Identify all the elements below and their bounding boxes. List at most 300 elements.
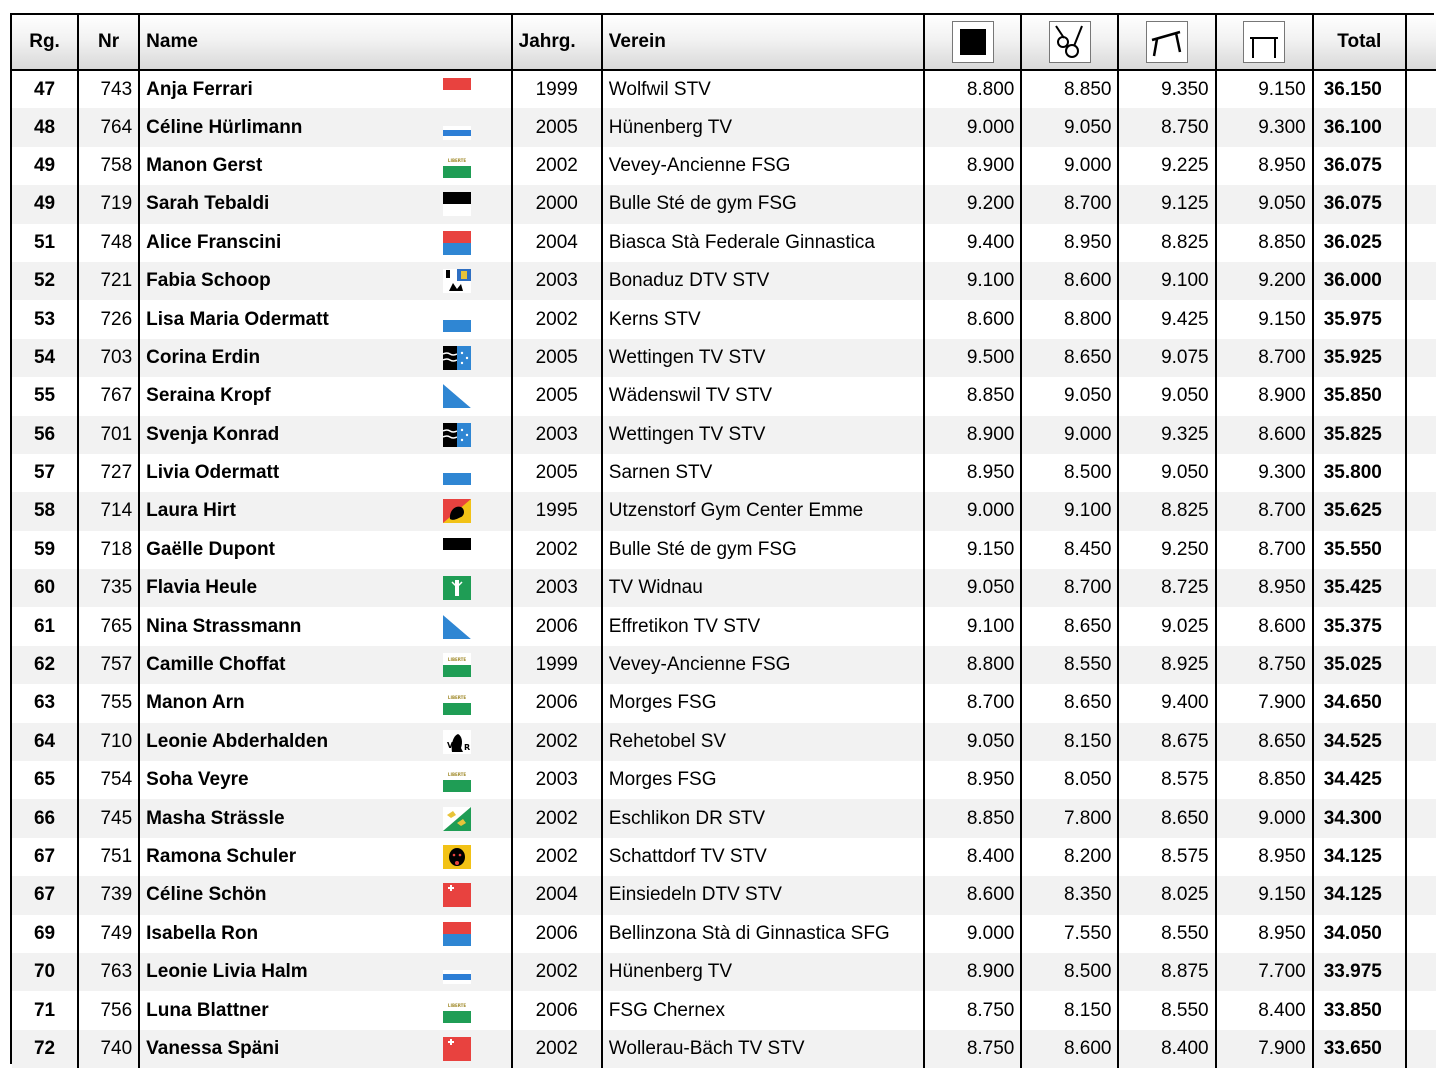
- athlete-name: Céline Hürlimann: [146, 116, 303, 138]
- athlete-name: Soha Veyre: [146, 769, 249, 791]
- rank-cell: 48: [12, 108, 78, 146]
- name-cell: [139, 262, 512, 300]
- schwyz-flag: [443, 1035, 471, 1063]
- bars-score: 8.950: [1216, 838, 1313, 876]
- rank-cell: 49: [12, 147, 78, 185]
- beam-score: 8.550: [1118, 915, 1215, 953]
- svg-text:LIBERTE: LIBERTE: [447, 695, 466, 701]
- beam-score: 9.225: [1118, 147, 1215, 185]
- year-cell: 2005: [512, 339, 602, 377]
- beam-score: 9.350: [1118, 70, 1215, 108]
- club-cell: Vevey-Ancienne FSG: [602, 646, 924, 684]
- athlete-name: Alice Franscini: [146, 231, 282, 253]
- uri-flag: [443, 843, 471, 871]
- rank-cell: 64: [12, 723, 78, 761]
- number-cell: 756: [78, 991, 139, 1029]
- table-row: [12, 262, 1436, 300]
- beam-score: 8.675: [1118, 723, 1215, 761]
- rank-cell: 60: [12, 569, 78, 607]
- athlete-name: Manon Arn: [146, 692, 245, 714]
- table-row: [12, 723, 1436, 761]
- total-score: 34.525: [1313, 723, 1406, 761]
- club-cell: Hünenberg TV: [602, 953, 924, 991]
- athlete-name: Vanessa Späni: [146, 1037, 280, 1059]
- name-cell: [139, 185, 512, 223]
- rank-cell: 72: [12, 1030, 78, 1068]
- vaud-flag: [443, 997, 471, 1025]
- total-score: 35.425: [1313, 569, 1406, 607]
- total-score: 33.650: [1313, 1030, 1406, 1068]
- header-vault: [924, 15, 1021, 70]
- number-cell: 735: [78, 569, 139, 607]
- total-score: 34.050: [1313, 915, 1406, 953]
- rank-cell: 49: [12, 185, 78, 223]
- beam-score: 9.425: [1118, 300, 1215, 338]
- year-cell: 1999: [512, 70, 602, 108]
- number-cell: 718: [78, 531, 139, 569]
- name-cell: [139, 876, 512, 914]
- table-row: [12, 991, 1436, 1029]
- rings-score: 8.350: [1021, 876, 1118, 914]
- year-cell: 2006: [512, 684, 602, 722]
- beam-score: 8.825: [1118, 492, 1215, 530]
- beam-score: 9.125: [1118, 185, 1215, 223]
- bars-score: 7.900: [1216, 684, 1313, 722]
- club-cell: Morges FSG: [602, 761, 924, 799]
- vault-score: 8.700: [924, 684, 1021, 722]
- athlete-name: Leonie Livia Halm: [146, 961, 308, 983]
- rank-cell: 67: [12, 876, 78, 914]
- rank-cell: 57: [12, 454, 78, 492]
- rank-cell: 62: [12, 646, 78, 684]
- rank-cell: 63: [12, 684, 78, 722]
- vaud-flag: [443, 152, 471, 180]
- table-row: [12, 492, 1436, 530]
- athlete-name: Ramona Schuler: [146, 846, 297, 867]
- vault-score: 9.000: [924, 915, 1021, 953]
- solothurn-flag: [443, 76, 471, 104]
- results-table: [12, 15, 1436, 1068]
- vault-score: 9.400: [924, 224, 1021, 262]
- year-cell: 2002: [512, 531, 602, 569]
- bars-score: 8.700: [1216, 492, 1313, 530]
- fribourg-flag: [443, 190, 471, 218]
- total-score: 33.975: [1313, 953, 1406, 991]
- vault-score: 9.100: [924, 607, 1021, 645]
- rank-cell: 55: [12, 377, 78, 415]
- beam-score: 8.550: [1118, 991, 1215, 1029]
- vault-score: 9.150: [924, 531, 1021, 569]
- number-cell: 755: [78, 684, 139, 722]
- rings-score: 8.700: [1021, 569, 1118, 607]
- table-row: [12, 224, 1436, 262]
- number-cell: 739: [78, 876, 139, 914]
- number-cell: 749: [78, 915, 139, 953]
- header-row: [12, 15, 1436, 70]
- total-score: 36.025: [1313, 224, 1406, 262]
- table-row: [12, 761, 1436, 799]
- year-cell: 2002: [512, 799, 602, 837]
- vault-score: 8.600: [924, 876, 1021, 914]
- vault-score: 8.850: [924, 799, 1021, 837]
- vault-score: 9.000: [924, 108, 1021, 146]
- row-spacer: [1406, 991, 1436, 1029]
- club-cell: Utzenstorf Gym Center Emme: [602, 492, 924, 530]
- athlete-name: Seraina Kropf: [146, 385, 271, 407]
- vaud-flag: [443, 689, 471, 717]
- rank-cell: 59: [12, 531, 78, 569]
- vault-score: 9.050: [924, 723, 1021, 761]
- vault-score: 8.850: [924, 377, 1021, 415]
- year-cell: 2002: [512, 953, 602, 991]
- beam-score: 9.400: [1118, 684, 1215, 722]
- rank-cell: 61: [12, 607, 78, 645]
- name-cell: [139, 723, 512, 761]
- header-bars: [1216, 15, 1313, 70]
- total-score: 35.975: [1313, 300, 1406, 338]
- total-score: 35.625: [1313, 492, 1406, 530]
- bars-score: 8.600: [1216, 416, 1313, 454]
- vault-score: 8.900: [924, 416, 1021, 454]
- row-spacer: [1406, 1030, 1436, 1068]
- row-spacer: [1406, 262, 1436, 300]
- number-cell: 751: [78, 838, 139, 876]
- total-score: 35.825: [1313, 416, 1406, 454]
- rings-score: 8.600: [1021, 262, 1118, 300]
- rings-score: 8.500: [1021, 953, 1118, 991]
- beam-score: 9.100: [1118, 262, 1215, 300]
- rank-cell: 54: [12, 339, 78, 377]
- rings-score: 9.100: [1021, 492, 1118, 530]
- number-cell: 763: [78, 953, 139, 991]
- club-cell: Morges FSG: [602, 684, 924, 722]
- bars-score: 9.150: [1216, 70, 1313, 108]
- obwalden-flag: [443, 459, 471, 487]
- beam-icon: [1146, 21, 1188, 63]
- athlete-name: Sarah Tebaldi: [146, 193, 270, 215]
- row-spacer: [1406, 185, 1436, 223]
- row-spacer: [1406, 646, 1436, 684]
- bars-score: 8.600: [1216, 607, 1313, 645]
- year-cell: 2006: [512, 991, 602, 1029]
- rings-score: 8.700: [1021, 185, 1118, 223]
- table-row: [12, 416, 1436, 454]
- rings-score: 8.550: [1021, 646, 1118, 684]
- athlete-name: Luna Blattner: [146, 999, 269, 1021]
- rank-cell: 69: [12, 915, 78, 953]
- club-cell: Vevey-Ancienne FSG: [602, 147, 924, 185]
- name-cell: [139, 607, 512, 645]
- year-cell: 1995: [512, 492, 602, 530]
- total-score: 35.550: [1313, 531, 1406, 569]
- table-row: [12, 1030, 1436, 1068]
- table-row: [12, 646, 1436, 684]
- beam-score: 9.050: [1118, 454, 1215, 492]
- svg-text:LIBERTE: LIBERTE: [447, 772, 466, 778]
- total-score: 34.125: [1313, 876, 1406, 914]
- appenzell-ar-flag: [443, 728, 471, 756]
- club-cell: Einsiedeln DTV STV: [602, 876, 924, 914]
- rings-score: 8.600: [1021, 1030, 1118, 1068]
- number-cell: 748: [78, 224, 139, 262]
- row-spacer: [1406, 684, 1436, 722]
- name-cell: [139, 646, 512, 684]
- bern-flag: [443, 497, 471, 525]
- table-row: [12, 377, 1436, 415]
- rank-cell: 67: [12, 838, 78, 876]
- total-score: 36.150: [1313, 70, 1406, 108]
- name-cell: [139, 991, 512, 1029]
- total-score: 35.025: [1313, 646, 1406, 684]
- name-cell: [139, 1030, 512, 1068]
- name-cell: [139, 915, 512, 953]
- year-cell: 2002: [512, 723, 602, 761]
- schwyz-flag: [443, 881, 471, 909]
- year-cell: 2006: [512, 915, 602, 953]
- name-cell: [139, 108, 512, 146]
- name-cell: [139, 224, 512, 262]
- header-year: Jahrg.: [512, 15, 602, 70]
- club-cell: Bulle Sté de gym FSG: [602, 531, 924, 569]
- vault-score: 8.800: [924, 646, 1021, 684]
- row-spacer: [1406, 761, 1436, 799]
- vault-score: 9.050: [924, 569, 1021, 607]
- beam-score: 8.925: [1118, 646, 1215, 684]
- total-score: 34.425: [1313, 761, 1406, 799]
- row-spacer: [1406, 339, 1436, 377]
- zurich-flag: [443, 613, 471, 641]
- year-cell: 1999: [512, 646, 602, 684]
- club-cell: FSG Chernex: [602, 991, 924, 1029]
- club-cell: Wolfwil STV: [602, 70, 924, 108]
- beam-score: 8.750: [1118, 108, 1215, 146]
- bars-score: 8.950: [1216, 569, 1313, 607]
- row-spacer: [1406, 799, 1436, 837]
- rings-score: 9.050: [1021, 377, 1118, 415]
- header-spacer: [1406, 15, 1436, 70]
- vaud-flag: [443, 651, 471, 679]
- row-spacer: [1406, 224, 1436, 262]
- aargau-flag: [443, 344, 471, 372]
- beam-score: 8.575: [1118, 761, 1215, 799]
- club-cell: Sarnen STV: [602, 454, 924, 492]
- aargau-flag: [443, 421, 471, 449]
- name-cell: [139, 416, 512, 454]
- total-score: 36.075: [1313, 147, 1406, 185]
- club-cell: Wollerau-Bäch TV STV: [602, 1030, 924, 1068]
- bars-score: 7.700: [1216, 953, 1313, 991]
- rings-score: 8.150: [1021, 723, 1118, 761]
- athlete-name: Fabia Schoop: [146, 270, 271, 292]
- row-spacer: [1406, 147, 1436, 185]
- svg-text:V: V: [446, 740, 453, 750]
- athlete-name: Gaëlle Dupont: [146, 538, 275, 560]
- number-cell: 743: [78, 70, 139, 108]
- number-cell: 703: [78, 339, 139, 377]
- beam-score: 8.725: [1118, 569, 1215, 607]
- athlete-name: Leonie Abderhalden: [146, 730, 329, 752]
- row-spacer: [1406, 876, 1436, 914]
- row-spacer: [1406, 416, 1436, 454]
- year-cell: 2003: [512, 416, 602, 454]
- rank-cell: 51: [12, 224, 78, 262]
- number-cell: 740: [78, 1030, 139, 1068]
- zug-flag: [443, 114, 471, 142]
- bars-score: 9.050: [1216, 185, 1313, 223]
- year-cell: 2004: [512, 224, 602, 262]
- total-score: 33.850: [1313, 991, 1406, 1029]
- bars-score: 9.150: [1216, 876, 1313, 914]
- beam-score: 9.250: [1118, 531, 1215, 569]
- club-cell: TV Widnau: [602, 569, 924, 607]
- beam-score: 8.400: [1118, 1030, 1215, 1068]
- year-cell: 2004: [512, 876, 602, 914]
- total-score: 35.375: [1313, 607, 1406, 645]
- vault-score: 8.750: [924, 1030, 1021, 1068]
- number-cell: 714: [78, 492, 139, 530]
- row-spacer: [1406, 531, 1436, 569]
- year-cell: 2002: [512, 300, 602, 338]
- results-sheet: [10, 13, 1434, 1064]
- bars-score: 9.300: [1216, 454, 1313, 492]
- beam-score: 9.025: [1118, 607, 1215, 645]
- vaud-flag: [443, 766, 471, 794]
- rings-score: 8.650: [1021, 684, 1118, 722]
- ticino-flag: [443, 229, 471, 257]
- name-cell: [139, 339, 512, 377]
- total-score: 34.650: [1313, 684, 1406, 722]
- club-cell: Kerns STV: [602, 300, 924, 338]
- athlete-name: Nina Strassmann: [146, 615, 302, 637]
- vault-score: 8.600: [924, 300, 1021, 338]
- rings-score: 9.050: [1021, 108, 1118, 146]
- header-club: Verein: [602, 15, 924, 70]
- table-row: [12, 70, 1436, 108]
- athlete-name: Manon Gerst: [146, 154, 263, 176]
- vault-score: 8.900: [924, 953, 1021, 991]
- number-cell: 727: [78, 454, 139, 492]
- name-cell: [139, 838, 512, 876]
- row-spacer: [1406, 300, 1436, 338]
- bars-score: 8.950: [1216, 147, 1313, 185]
- athlete-name: Anja Ferrari: [146, 78, 253, 100]
- athlete-name: Corina Erdin: [146, 346, 261, 368]
- rings-score: 9.000: [1021, 416, 1118, 454]
- name-cell: [139, 531, 512, 569]
- bars-score: 8.700: [1216, 339, 1313, 377]
- table-row: [12, 838, 1436, 876]
- athlete-name: Camille Choffat: [146, 654, 286, 676]
- athlete-name: Isabella Ron: [146, 922, 259, 944]
- total-score: 36.100: [1313, 108, 1406, 146]
- bars-score: 9.150: [1216, 300, 1313, 338]
- rings-score: 8.200: [1021, 838, 1118, 876]
- club-cell: Bulle Sté de gym FSG: [602, 185, 924, 223]
- club-cell: Eschlikon DR STV: [602, 799, 924, 837]
- number-cell: 758: [78, 147, 139, 185]
- beam-score: 9.075: [1118, 339, 1215, 377]
- vault-score: 8.900: [924, 147, 1021, 185]
- beam-score: 8.650: [1118, 799, 1215, 837]
- name-cell: [139, 70, 512, 108]
- row-spacer: [1406, 723, 1436, 761]
- club-cell: Wädenswil TV STV: [602, 377, 924, 415]
- row-spacer: [1406, 492, 1436, 530]
- st-gallen-flag: [443, 574, 471, 602]
- thurgau-flag: [443, 805, 471, 833]
- total-score: 34.300: [1313, 799, 1406, 837]
- table-row: [12, 147, 1436, 185]
- club-cell: Rehetobel SV: [602, 723, 924, 761]
- row-spacer: [1406, 953, 1436, 991]
- results-body: [12, 70, 1436, 1068]
- rank-cell: 53: [12, 300, 78, 338]
- bars-score: 8.650: [1216, 723, 1313, 761]
- total-score: 36.000: [1313, 262, 1406, 300]
- header-rings: [1021, 15, 1118, 70]
- rings-icon: [1049, 21, 1091, 63]
- table-row: [12, 531, 1436, 569]
- zug-flag: [443, 958, 471, 986]
- club-cell: Schattdorf TV STV: [602, 838, 924, 876]
- bars-score: 8.400: [1216, 991, 1313, 1029]
- name-cell: [139, 454, 512, 492]
- rings-score: 8.450: [1021, 531, 1118, 569]
- row-spacer: [1406, 915, 1436, 953]
- graubuenden-flag: [443, 267, 471, 295]
- number-cell: 710: [78, 723, 139, 761]
- name-cell: [139, 799, 512, 837]
- total-score: 35.800: [1313, 454, 1406, 492]
- athlete-name: Lisa Maria Odermatt: [146, 308, 329, 330]
- svg-text:LIBERTE: LIBERTE: [447, 657, 466, 663]
- rank-cell: 56: [12, 416, 78, 454]
- fribourg-flag: [443, 536, 471, 564]
- header-total: Total: [1313, 15, 1406, 70]
- rings-score: 9.000: [1021, 147, 1118, 185]
- vault-score: 8.400: [924, 838, 1021, 876]
- vault-score: 8.950: [924, 761, 1021, 799]
- club-cell: Effretikon TV STV: [602, 607, 924, 645]
- vault-score: 9.500: [924, 339, 1021, 377]
- vault-score: 9.100: [924, 262, 1021, 300]
- name-cell: [139, 377, 512, 415]
- number-cell: 767: [78, 377, 139, 415]
- rank-cell: 47: [12, 70, 78, 108]
- club-cell: Wettingen TV STV: [602, 416, 924, 454]
- rings-score: 8.950: [1021, 224, 1118, 262]
- rings-score: 8.500: [1021, 454, 1118, 492]
- beam-score: 8.575: [1118, 838, 1215, 876]
- athlete-name: Svenja Konrad: [146, 423, 280, 445]
- name-cell: [139, 684, 512, 722]
- rank-cell: 58: [12, 492, 78, 530]
- row-spacer: [1406, 70, 1436, 108]
- vault-icon: [952, 21, 994, 63]
- row-spacer: [1406, 377, 1436, 415]
- svg-text:LIBERTE: LIBERTE: [447, 157, 466, 163]
- rings-score: 8.850: [1021, 70, 1118, 108]
- row-spacer: [1406, 569, 1436, 607]
- name-cell: [139, 147, 512, 185]
- table-row: [12, 300, 1436, 338]
- obwalden-flag: [443, 306, 471, 334]
- svg-text:LIBERTE: LIBERTE: [447, 1002, 466, 1008]
- bars-score: 8.750: [1216, 646, 1313, 684]
- vault-score: 9.200: [924, 185, 1021, 223]
- number-cell: 754: [78, 761, 139, 799]
- table-row: [12, 915, 1436, 953]
